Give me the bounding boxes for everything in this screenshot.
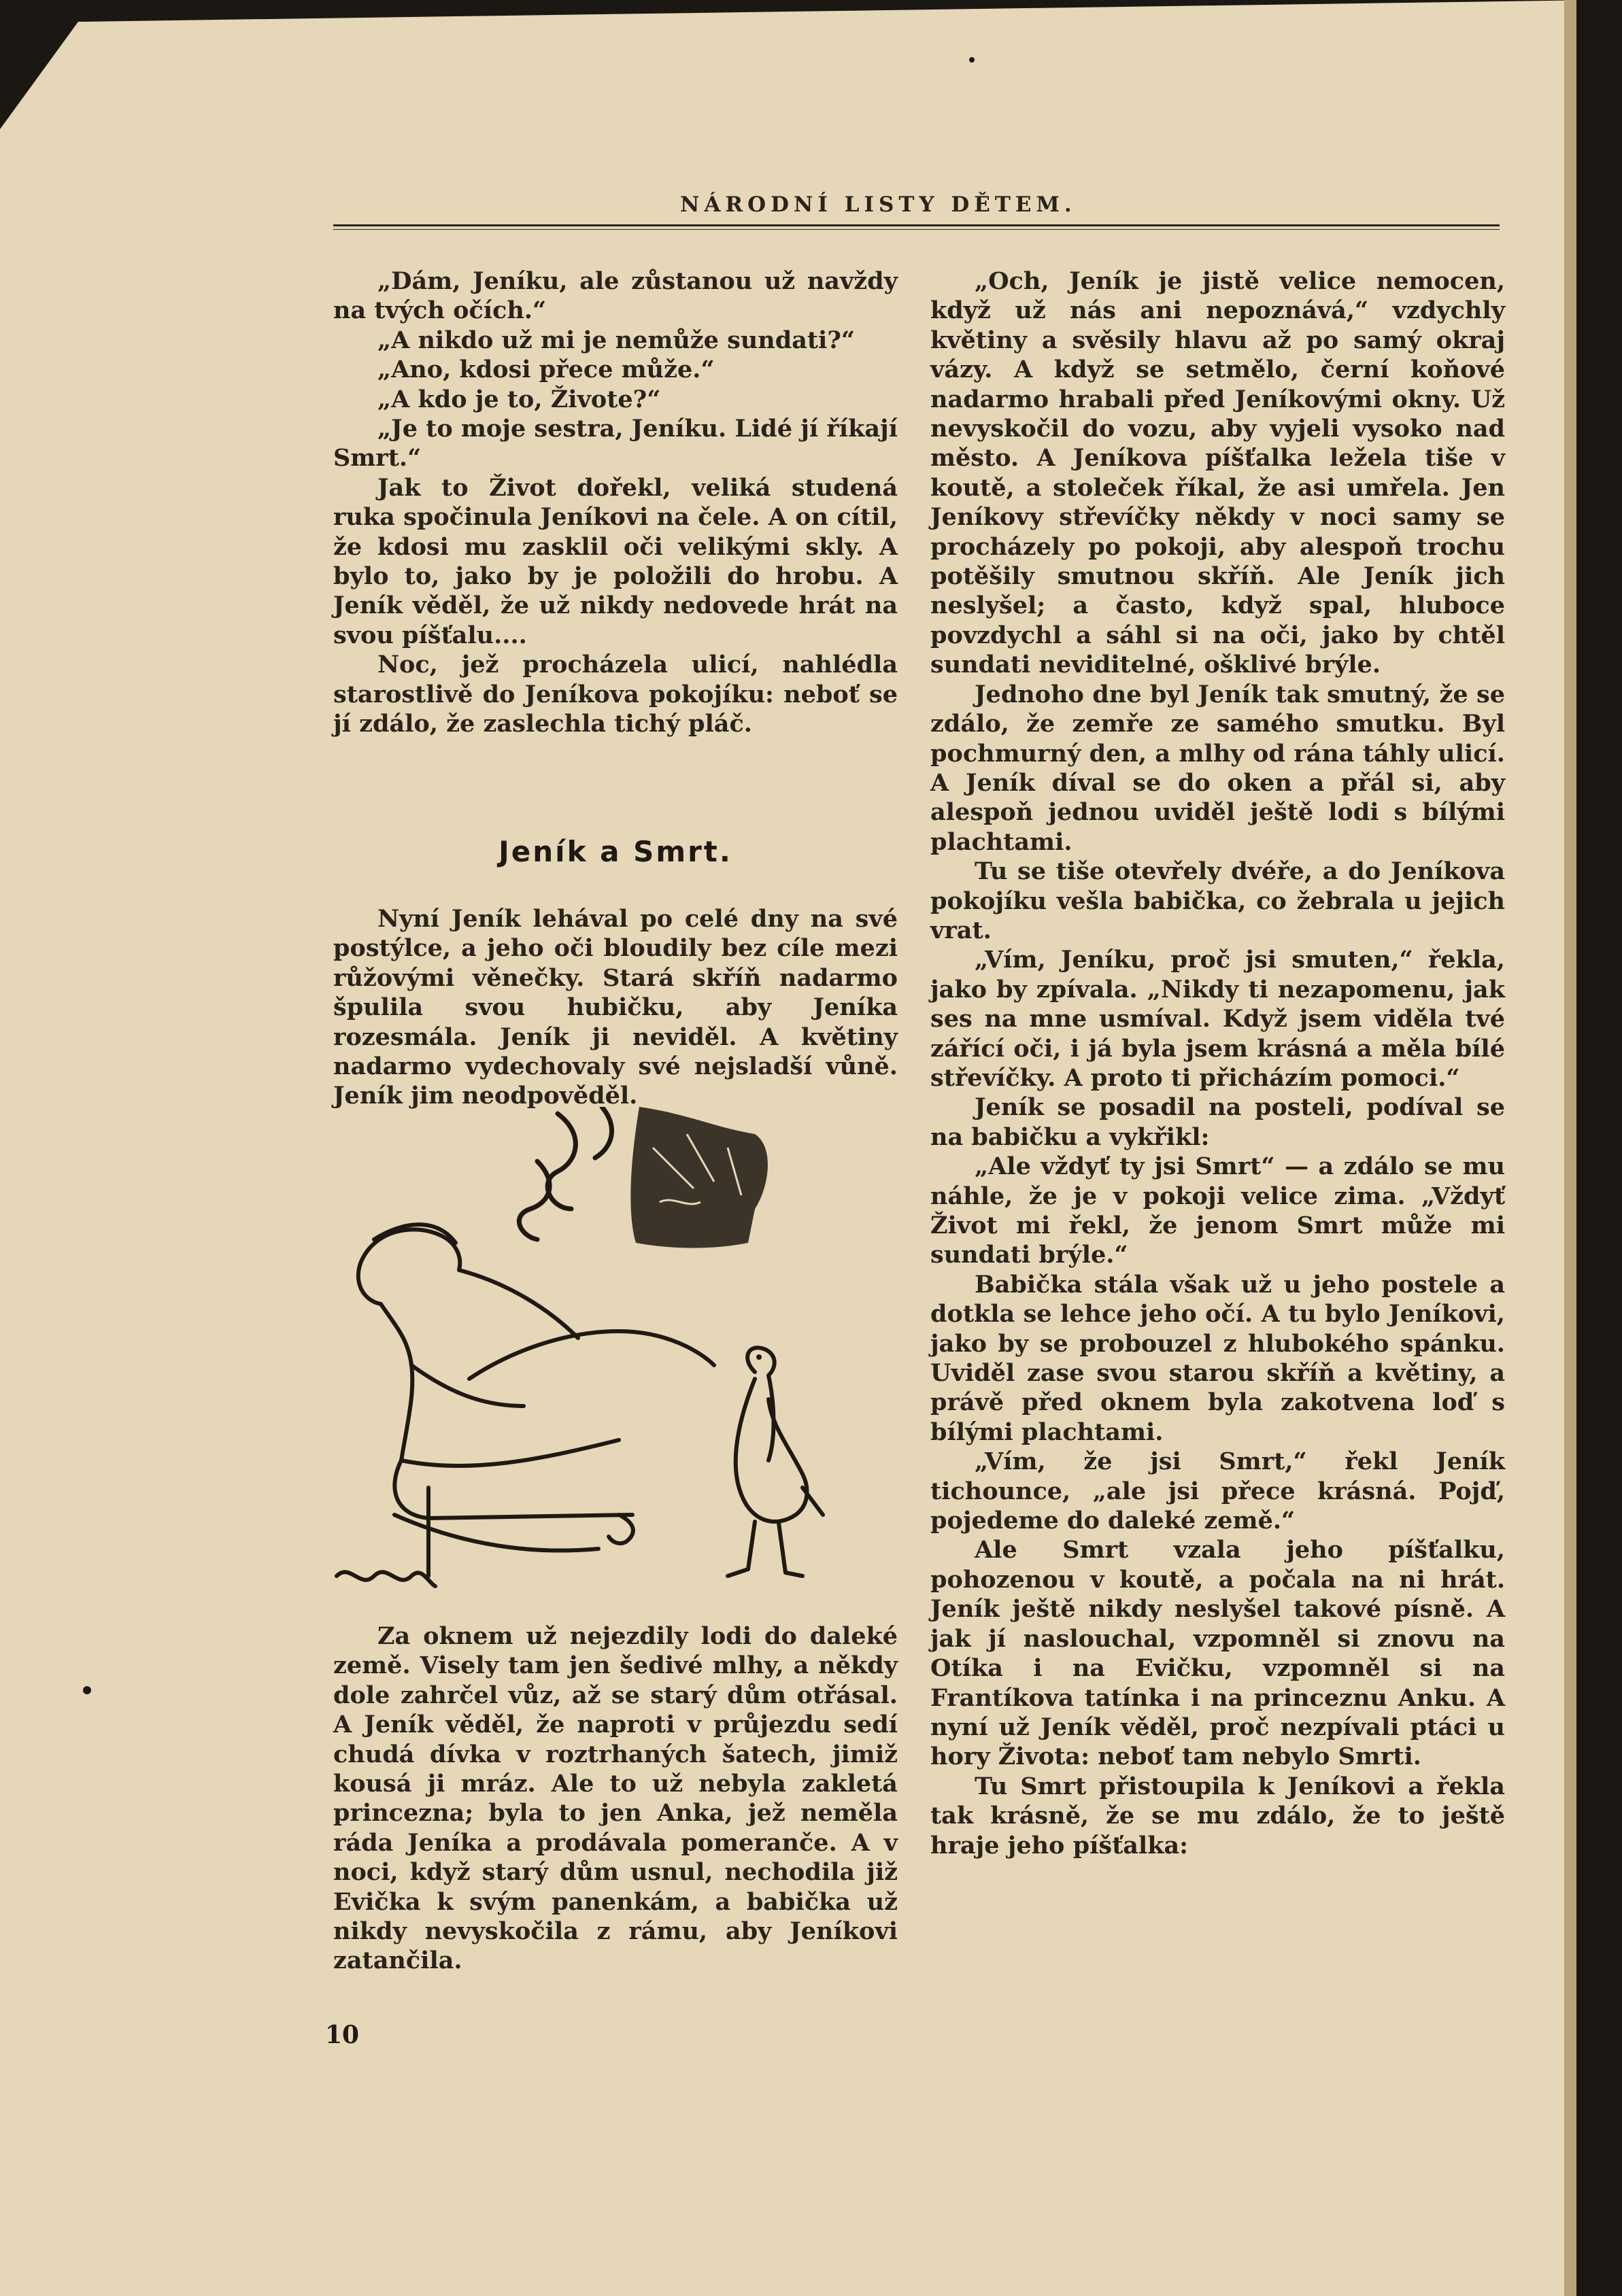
- paragraph: „Och, Jeník je jistě velice nemocen, když už nás ani nepoznává,“ vzdychly květiny a svěsily hlavu až po samý okraj vázy. A když se setmělo, černí koňové nadarmo hrabali před Jeníkovými okny. Už nevyskočil do vozu, aby vyjeli vysoko nad město. A Jeníkova píšťalka ležela tiše v koutě, a stoleček říkal, že asi umřela. Jen Jeníkovy střevíčky někdy v noci samy se procházely po pokoji, aby alespoň trochu potěšily smutnou skříň. Ale Jeník jich neslyšel; a často, když spal, hluboce povzdychl a sáhl si na oči, jako by chtěl sundati neviditelné, ošklivé brýle.: [930, 267, 1505, 679]
- left-column-middle: [333, 904, 898, 1111]
- paragraph: Babička stála však už u jeho postele a dotkla se lehce jeho očí. A tu bylo Jeníkovi, jako by se probouzel z hlubokého spánku. Uviděl zase svou starou skříň a květiny, a právě před oknem byla zakotvena loď s bílými plachtami.: [930, 1270, 1505, 1446]
- paragraph: Nyní Jeník lehával po celé dny na své postýlce, a jeho oči bloudily bez cíle mezi růžovými věnečky. Stará skříň nadarmo špulila svou hubičku, aby Jeníka rozesmála. Jeník ji neviděl. A květiny nadarmo vydechovaly své nejsladší vůně. Jeník jim neodpověděl.: [333, 905, 898, 1110]
- paragraph: Jeník se posadil na posteli, podíval se na babičku a vykřikl:: [930, 1093, 1505, 1151]
- print-speck: [969, 57, 975, 63]
- paragraph: „Vím, Jeníku, proč jsi smuten,“ řekla, jako by zpívala. „Nikdy ti nezapomenu, jak ses na mne usmíval. Když jsem viděla tvé zářící oči, i já byla jsem krásná a měla bílé střevíčky. A proto ti přicházím pomoci.“: [930, 946, 1505, 1092]
- paragraph: Jak to Život dořekl, veliká studená ruka spočinula Jeníkovi na čele. A on cítil, že kdosi mu zasklil oči velikými skly. A bylo to, jako by je položili do hrobu. A Jeník věděl, že už nikdy nedovede hrát na svou píšťalu....: [333, 473, 898, 649]
- page-edge: [1564, 0, 1576, 2296]
- paragraph: „Ale vždyť ty jsi Smrt“ — a zdálo se mu náhle, že je v pokoji velice zima. „Vždyť Život mi řekl, že jenom Smrt může mi sundati brýle.“: [930, 1152, 1505, 1269]
- paragraph: „Vím, že jsi Smrt,“ řekl Jeník tichounce, „ale jsi přece krásná. Pojď, pojedeme do daleké země.“: [930, 1447, 1505, 1535]
- left-column-bottom: [333, 1622, 898, 1976]
- punch-hole-mark: [83, 1686, 91, 1694]
- paragraph: „Je to moje sestra, Jeníku. Lidé jí říkají Smrt.“: [333, 415, 898, 473]
- header-rule-thin: [333, 229, 1500, 230]
- paragraph: „A kdo je to, Živote?“: [377, 385, 661, 413]
- paragraph: Jednoho dne byl Jeník tak smutný, že se zdálo, že zemře ze samého smutku. Byl pochmurný den, a mlhy od rána táhly ulicí. A Jeník díval se do oken a přál si, aby alespoň jednou uviděl ještě lodi s bílými plachtami.: [930, 680, 1505, 856]
- paragraph: Noc, jež procházela ulicí, nahlédla starostlivě do Jeníkova pokojíku: neboť se jí zdálo, že zaslechla tichý pláč.: [333, 651, 898, 738]
- paragraph: „A nikdo už mi je nemůže sundati?“: [377, 326, 855, 354]
- page-number: 10: [325, 2021, 360, 2049]
- binding-spine: [1576, 0, 1622, 2296]
- boy-in-bed-with-bird-illustration-icon: [333, 1107, 898, 1609]
- paragraph: Za oknem už nejezdily lodi do daleké země. Visely tam jen šedivé mlhy, a někdy dole zahrčel vůz, až se starý dům otřásal. A Jeník věděl, že naproti v průjezdu sedí chudá dívka v roztrhaných šatech, jimiž kousá ji mráz. Ale to už nebyla zakletá princezna; byla to jen Anka, jež neměla ráda Jeníka a prodávala pomeranče. A v noci, když starý dům usnul, nechodila již Evička k svým panenkám, a babička už nikdy nevyskočila z rámu, aby Jeníkovi zatančila.: [333, 1622, 898, 1975]
- paragraph: „Ano, kdosi přece může.“: [377, 356, 715, 384]
- left-column-top: [333, 267, 898, 739]
- header-rule: [333, 224, 1500, 226]
- section-title: Jeník a Smrt.: [499, 835, 732, 868]
- right-column: [930, 267, 1505, 1860]
- paragraph: Tu Smrt přistoupila k Jeníkovi a řekla tak krásně, že se mu zdálo, že to ještě hraje jeho píšťalka:: [930, 1772, 1505, 1860]
- publication-header: NÁRODNÍ LISTY DĚTEM.: [680, 192, 1077, 217]
- paragraph: Ale Smrt vzala jeho píšťalku, pohozenou v koutě, a počala na ni hrát. Jeník ještě nikdy neslyšel takové písně. A jak jí naslouchal, vzpomněl si znovu na Otíka i na Evičku, vzpomněl si na Frantíkova tatínka i na princeznu Anku. A nyní už Jeník věděl, proč nezpívali ptáci u hory Života: neboť tam nebylo Smrti.: [930, 1536, 1505, 1771]
- paragraph: „Dám, Jeníku, ale zůstanou už navždy na tvých očích.“: [333, 267, 898, 325]
- paragraph: Tu se tiše otevřely dvéře, a do Jeníkova pokojíku vešla babička, co žebrala u jejich vrat.: [930, 857, 1505, 944]
